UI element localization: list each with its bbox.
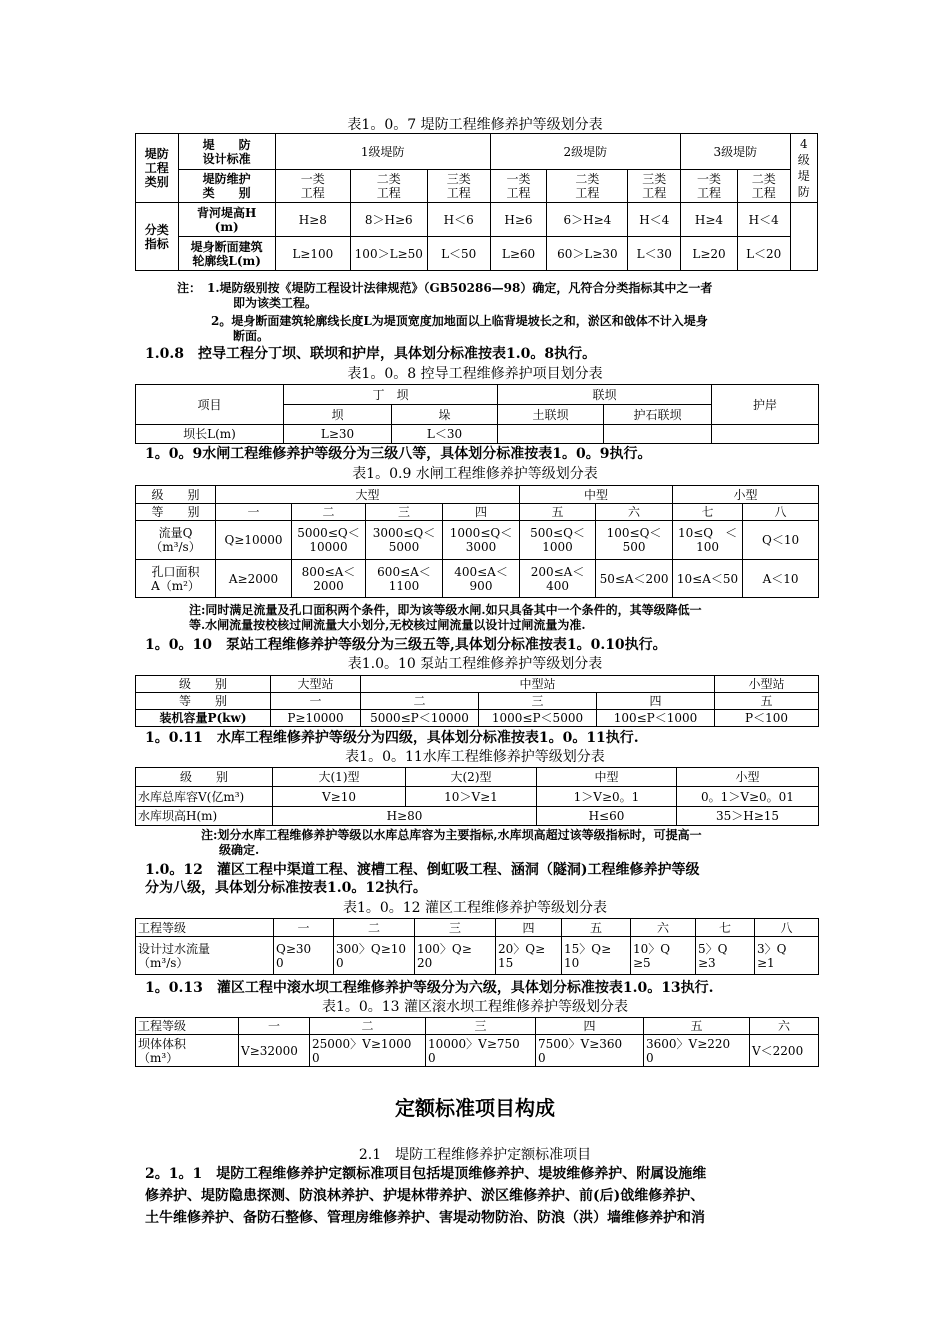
- cell-grade: 一类 工程: [275, 170, 350, 203]
- cell-dam: 坝: [284, 405, 392, 425]
- cell-value: 1000≤P＜5000: [479, 710, 597, 727]
- cell-level: 一: [216, 504, 292, 521]
- cell-grade: 二类 工程: [547, 170, 628, 203]
- table-1011: [135, 767, 819, 826]
- cell-level: 三: [426, 1018, 536, 1035]
- table-1011-caption: 表1。0。11水库工程维修养护等级划分表: [345, 749, 605, 765]
- cell-level: 三: [366, 504, 443, 521]
- cell-value: 300〉Q≥10 0: [334, 937, 415, 975]
- para-109: 1。0。9水闸工程维修养护等级分为三级八等，具体划分标准按表1。0。9执行。: [145, 446, 652, 462]
- table-1012: [135, 918, 819, 975]
- para-1012b: 分为八级，具体划分标准按表1.0。12执行。: [145, 880, 427, 896]
- cell-level: 二: [361, 693, 479, 710]
- cell-level: 八: [755, 919, 819, 937]
- table-1010-caption: 表1.0。10 泵站工程维修养护等级划分表: [347, 656, 603, 672]
- cell-value: L≥60: [490, 237, 547, 271]
- cell-value: 5000≤Q＜ 10000: [292, 521, 366, 560]
- para-1011: 1。0.11 水库工程维修养护等级分为四级，具体划分标准按表1。0。11执行.: [145, 730, 639, 746]
- cell-value: V＜2200: [750, 1035, 819, 1067]
- cell-value: 20〉Q≥ 15: [496, 937, 562, 975]
- cell-small: 小型: [673, 486, 819, 504]
- cell-value: 6＞H≥4: [547, 203, 628, 237]
- cell-value: Q≥30 0: [274, 937, 334, 975]
- cell-col: 中型: [537, 768, 677, 787]
- cell-grade: 一类 工程: [490, 170, 547, 203]
- cell-level: 六: [596, 504, 673, 521]
- para-1013: 1。0.13 灌区工程中滚水坝工程维修养护等级分为六级，具体划分标准按表1.0。13执行.: [145, 980, 714, 996]
- cell-value: 400≤A＜ 900: [443, 560, 520, 598]
- cell-col: 小型: [677, 768, 819, 787]
- cell-value: 200≤A＜ 400: [520, 560, 596, 598]
- cell-level: 七: [673, 504, 743, 521]
- note-109-2: 等.水闸流量按校核过闸流量大小划分,无校核过闸流量以设计过闸流量为准.: [189, 618, 586, 632]
- cell-level: 四: [496, 919, 562, 937]
- cell-grade: 三类 工程: [628, 170, 681, 203]
- cell-level: 二: [310, 1018, 426, 1035]
- cell-value: L≥30: [284, 425, 392, 444]
- cell-empty: [604, 425, 712, 444]
- table-107: [135, 133, 818, 271]
- cell-value: 15〉Q≥ 10: [562, 937, 631, 975]
- cell-value: 1＞V≥0。1: [537, 787, 677, 807]
- cell-empty: [712, 425, 819, 444]
- cell-value: H＜4: [628, 203, 681, 237]
- cell-value: 100〉Q≥ 20: [415, 937, 496, 975]
- cell-value: 10〉Q ≥5: [631, 937, 696, 975]
- table-1012-caption: 表1。0。12 灌区工程维修养护等级划分表: [342, 900, 608, 916]
- cell-value: 60＞L≥30: [547, 237, 628, 271]
- cell-value: H≥8: [275, 203, 350, 237]
- cell-orifice-area: 孔口面积 A（m²）: [136, 560, 216, 598]
- cell-value: H≥4: [681, 203, 738, 237]
- cell-value: 3〉Q ≥1: [755, 937, 819, 975]
- cell-row-label: 背河堤高H (m): [178, 203, 275, 237]
- para-1010: 1。0。10 泵站工程维修养护等级分为三级五等,具体划分标准按表1。0.10执行。: [145, 637, 667, 653]
- cell-level: 二: [292, 504, 366, 521]
- table-109: [135, 485, 819, 598]
- cell-value: A＜10: [743, 560, 819, 598]
- cell-large-station: 大型站: [271, 676, 361, 693]
- cell-level: 三: [479, 693, 597, 710]
- cell-groin: 丁 坝: [284, 385, 498, 405]
- cell-category: 堤防 工程 类别: [136, 134, 179, 203]
- cell-buttress: 垛: [392, 405, 498, 425]
- cell-value: 7500〉V≥360 0: [536, 1035, 644, 1067]
- cell-level: 四: [536, 1018, 644, 1035]
- cell-class: 级 别: [136, 676, 271, 693]
- cell-grade: 等 别: [136, 693, 271, 710]
- cell-value: 800≤A＜ 2000: [292, 560, 366, 598]
- para-108: 1.0.8 控导工程分丁坝、联坝和护岸，具体划分标准按表1.0。8执行。: [145, 346, 597, 362]
- cell-medium-station: 中型站: [361, 676, 715, 693]
- cell-value: 100≤P＜1000: [597, 710, 715, 727]
- cell-value: 10≤Q ＜ 100: [673, 521, 743, 560]
- cell-grade: 工程等级: [136, 1018, 239, 1035]
- para-211-line1: 2。1。1 堤防工程维修养护定额标准项目包括堤顶维修养护、堤坡维修养护、附属设施维: [145, 1166, 707, 1182]
- section-heading: 定额标准项目构成: [395, 1096, 555, 1120]
- cell-level: 四: [443, 504, 520, 521]
- para-211-line2: 修养护、堤防隐患探测、防浪林养护、护堤林带养护、淤区维修养护、前(后)戗维修养护、: [145, 1188, 705, 1204]
- cell-level: 五: [562, 919, 631, 937]
- cell-value: Q＜10: [743, 521, 819, 560]
- cell-value: H≥6: [490, 203, 547, 237]
- cell-storage: 水库总库容V(亿m³): [136, 787, 273, 807]
- cell-stone-dam: 护石联坝: [604, 405, 712, 425]
- para-1012a: 1.0。12 灌区工程中渠道工程、渡槽工程、倒虹吸工程、涵洞（隧洞)工程维修养护等级: [145, 862, 700, 878]
- cell-level: 一: [239, 1018, 310, 1035]
- cell-design-standard: 堤 防 设计标准: [178, 134, 275, 170]
- table-108: [135, 384, 819, 444]
- cell-value: A≥2000: [216, 560, 292, 598]
- cell-level-1: 1级堤防: [275, 134, 490, 170]
- cell-value: H≥80: [273, 807, 537, 826]
- cell-value: P≥10000: [271, 710, 361, 727]
- cell-level: 一: [271, 693, 361, 710]
- cell-level: 七: [696, 919, 755, 937]
- cell-value: H≤60: [537, 807, 677, 826]
- cell-small-station: 小型站: [715, 676, 819, 693]
- cell-link-dam: 联坝: [498, 385, 712, 405]
- cell-value: H＜4: [737, 203, 790, 237]
- cell-level: 三: [415, 919, 496, 937]
- cell-level: 五: [520, 504, 596, 521]
- cell-grade: 二类 工程: [350, 170, 427, 203]
- cell-class: 级 别: [136, 486, 216, 504]
- cell-value: 500≤Q＜ 1000: [520, 521, 596, 560]
- cell-value: L＜30: [628, 237, 681, 271]
- cell-value: 0。1＞V≥0。01: [677, 787, 819, 807]
- cell-value: 35＞H≥15: [677, 807, 819, 826]
- cell-value: V≥10: [273, 787, 406, 807]
- cell-maint-class: 堤防维护 类 别: [178, 170, 275, 203]
- note-107-2: 2。堤身断面建筑轮廓线长度L为堤顶宽度加地面以上临背堤坡长之和，淤区和戗体不计入堤身: [211, 314, 708, 328]
- cell-revetment: 护岸: [712, 385, 819, 425]
- cell-earth-dam: 土联坝: [498, 405, 604, 425]
- cell-level: 四: [597, 693, 715, 710]
- cell-value: 8＞H≥6: [350, 203, 427, 237]
- cell-value: 25000〉V≥1000 0: [310, 1035, 426, 1067]
- cell-level: 六: [631, 919, 696, 937]
- cell-value: L＜30: [392, 425, 498, 444]
- note-107-2b: 断面。: [233, 329, 270, 343]
- cell-large: 大型: [216, 486, 520, 504]
- cell-grade: 二类 工程: [737, 170, 790, 203]
- cell-design-flow: 设计过水流量 （m³/s）: [136, 937, 274, 975]
- cell-value: 10000〉V≥750 0: [426, 1035, 536, 1067]
- cell-value: V≥32000: [239, 1035, 310, 1067]
- cell-capacity: 装机容量P(kw): [136, 710, 271, 727]
- cell-value: Q≥10000: [216, 521, 292, 560]
- cell-value: 1000≤Q＜ 3000: [443, 521, 520, 560]
- cell-level: 二: [334, 919, 415, 937]
- note-1011-1: 注:划分水库工程维修养护等级以水库总库容为主要指标,水库坝高超过该等级指标时，可提高一: [201, 828, 702, 842]
- cell-grade: 工程等级: [136, 919, 274, 937]
- cell-value: L≥100: [275, 237, 350, 271]
- cell-level: 一: [274, 919, 334, 937]
- cell-value: 10＞V≥1: [406, 787, 537, 807]
- para-211-line3: 土牛维修养护、备防石整修、管理房维修养护、害堤动物防治、防浪（洪）墙维修养护和消: [145, 1210, 705, 1226]
- note-1011-2: 级确定.: [219, 843, 260, 857]
- cell-level: 八: [743, 504, 819, 521]
- cell-dam-length: 坝长L(m): [136, 425, 284, 444]
- note-107-1b: 即为该类工程。: [233, 296, 318, 310]
- cell-level: 五: [715, 693, 819, 710]
- cell-flow: 流量Q （m³/s）: [136, 521, 216, 560]
- note-107-1: 注： 1.堤防级别按《堤防工程设计法律规范》（GB50286—98）确定，凡符合分类指标其中之一者: [177, 281, 713, 295]
- cell-level: 五: [644, 1018, 750, 1035]
- cell-value: 600≤A＜ 1100: [366, 560, 443, 598]
- cell-grade: 三类 工程: [427, 170, 490, 203]
- cell-value: 100＞L≥50: [350, 237, 427, 271]
- cell-level-3: 3级堤防: [681, 134, 790, 170]
- cell-col: 大(1)型: [273, 768, 406, 787]
- table-108-caption: 表1。0。8 控导工程维修养护项目划分表: [347, 366, 603, 382]
- cell-value: L≥20: [681, 237, 738, 271]
- cell-grade: 一类 工程: [681, 170, 738, 203]
- cell-value: P＜100: [715, 710, 819, 727]
- table-1013: [135, 1017, 819, 1067]
- cell-dam-height: 水库坝高H(m): [136, 807, 273, 826]
- cell-value: 3000≤Q＜ 5000: [366, 521, 443, 560]
- note-109-1: 注:同时满足流量及孔口面积两个条件，即为该等级水闸.如只具备其中一个条件的，其等级降低一: [189, 603, 702, 617]
- table-109-caption: 表1。0.9 水闸工程维修养护等级划分表: [352, 466, 598, 482]
- cell-value: 10≤A＜50: [673, 560, 743, 598]
- cell-value: L＜20: [737, 237, 790, 271]
- table-107-caption: 表1。0。7 堤防工程维修养护等级划分表: [347, 117, 603, 133]
- cell-level-4: 4 级 堤 防: [790, 134, 817, 203]
- table-1013-caption: 表1。0。13 灌区滚水坝工程维修养护等级划分表: [321, 999, 629, 1015]
- cell-value: 5〉Q ≥3: [696, 937, 755, 975]
- cell-medium: 中型: [520, 486, 673, 504]
- cell-empty: [790, 203, 817, 271]
- cell-value: 50≤A＜200: [596, 560, 673, 598]
- cell-grade: 等 别: [136, 504, 216, 521]
- cell-col: 大(2)型: [406, 768, 537, 787]
- cell-empty: [498, 425, 604, 444]
- cell-value: L＜50: [427, 237, 490, 271]
- cell-level-2: 2级堤防: [490, 134, 681, 170]
- cell-value: 5000≤P＜10000: [361, 710, 479, 727]
- cell-class: 级 别: [136, 768, 273, 787]
- cell-value: H＜6: [427, 203, 490, 237]
- cell-index: 分类 指标: [136, 203, 179, 271]
- cell-item: 项目: [136, 385, 284, 425]
- cell-row-label: 堤身断面建筑 轮廓线L(m): [178, 237, 275, 271]
- cell-value: 3600〉V≥220 0: [644, 1035, 750, 1067]
- cell-level: 六: [750, 1018, 819, 1035]
- subsection-title: 2.1 堤防工程维修养护定额标准项目: [358, 1147, 592, 1163]
- table-1010: [135, 675, 819, 727]
- cell-value: 100≤Q＜ 500: [596, 521, 673, 560]
- cell-dam-volume: 坝体体积 （m³）: [136, 1035, 239, 1067]
